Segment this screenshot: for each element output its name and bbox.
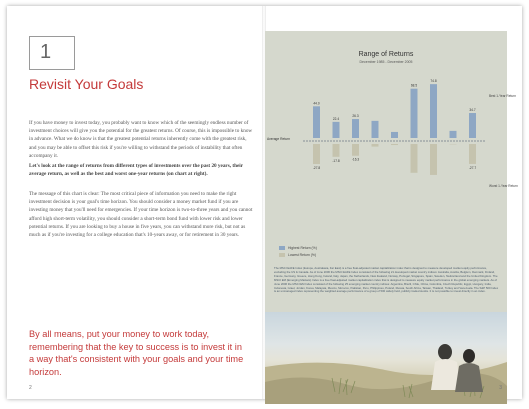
best-return-value: 34.7 <box>469 108 475 112</box>
chart-subtitle: December 1985 - December 2005 <box>265 60 507 64</box>
worst-return-bar <box>469 144 476 164</box>
page-number-right: 3 <box>499 385 502 391</box>
worst-return-value: -27.7 <box>469 166 476 170</box>
best-return-bar <box>411 89 418 138</box>
legend-item-lowest <box>279 253 317 257</box>
section-number: 1 <box>40 41 51 64</box>
right-page <box>265 6 522 399</box>
worst-return-value: -27.8 <box>313 166 320 170</box>
best-return-bar <box>333 122 340 138</box>
chart-panel <box>265 31 507 379</box>
worst-return-value: -17.8 <box>332 159 339 163</box>
worst-return-bar <box>391 144 398 145</box>
best-return-bar <box>372 121 379 138</box>
worst-return-bar <box>430 144 437 175</box>
beach-scene-illustration <box>265 312 507 404</box>
worst-return-bar <box>352 144 359 156</box>
worst-return-bar <box>333 144 340 157</box>
average-return-label: Average Return <box>267 137 290 141</box>
pull-quote: By all means, put your money to work today, remembering that the key to success is to invest it in a way that's consistent with your goals and your time horizon. <box>29 328 249 378</box>
left-page <box>7 6 263 399</box>
legend-label-lowest: Lowest Return (%) <box>288 253 316 257</box>
best-return-bar <box>469 113 476 138</box>
right-top-label: Best 1-Year Return <box>489 94 516 98</box>
chart-title: Range of Returns <box>265 51 507 58</box>
intro-paragraph: If you have money to invest today, you probably want to know which of the seemingly endless number of investment choices will give you the potential for the greatest returns. Of course, this is impossible to know in advance. What we do know is that the greatest potential returns inherently come with the greatest risk, and you may be able to offset this risk if you're willing to withstand the periods of instability that often accompany it. <box>29 119 253 160</box>
best-return-bar <box>313 106 320 138</box>
section-title: Revisit Your Goals <box>29 76 143 92</box>
best-return-value: 74.8 <box>430 79 436 83</box>
best-return-value: 44.0 <box>313 101 319 105</box>
range-of-returns-chart <box>265 67 507 242</box>
legend-label-highest: Highest Return (%) <box>288 246 317 250</box>
beach-couple-photo <box>265 312 507 404</box>
best-return-bar <box>352 119 359 138</box>
legend-swatch-highest <box>279 246 285 250</box>
index-footnote: The MSCI EAFE Index (Europe, Australasia, Far East) is a free float-adjusted market capitalization index that is designed to measure developed market equity performance, excluding the US & Canada. As of June 2006 the MSCI EAFE Index consisted of the following 21 developed market country indices: Australia, Austria, Belgium, Denmark, Finland, France, Germany, Greece, Hong Kong, Ireland, Italy, Japan, the Netherlands, New Zealand, Norway, Portugal, Singapore, Spain, Sweden, Switzerland and the United Kingdom. The MSCI EM (Emerging Markets) Index is a free float-adjusted market capitalization index that is designed to measure equity market performance in the global emerging markets. As of June 2006 the MSCI EM Index consisted of the following 25 emerging market country indices: Argentina, Brazil, Chile, China, Colombia, Czech Republic, Egypt, Hungary, India, Indonesia, Israel, Jordan, Korea, Malaysia, Mexico, Morocco, Pakistan, Peru, Philippines, Poland, Russia, South Africa, Taiwan, Thailand, Turkey and Venezuela. The S&P 500 Index is an unmanaged index representing the weighted average performance of a group of 500 widely held, publicly traded stocks. It is not possible to invest directly in an index. <box>274 267 499 309</box>
best-return-value: 22.4 <box>333 117 339 121</box>
chart-legend <box>279 246 317 260</box>
best-return-value: 26.3 <box>352 114 358 118</box>
best-return-bar <box>391 132 398 138</box>
worst-return-bar <box>411 144 418 173</box>
legend-item-highest <box>279 246 317 250</box>
best-return-bar <box>450 131 457 138</box>
section-number-box <box>29 36 75 70</box>
best-return-bar <box>430 84 437 138</box>
legend-swatch-lowest <box>279 253 285 257</box>
best-return-value: 68.5 <box>411 84 417 88</box>
bold-paragraph: Let's look at the range of returns from different types of investments over the past 20 years, their average return, as well as the best and worst one-year returns (on chart at right). <box>29 162 253 178</box>
right-bottom-label: Worst 1-Year Return <box>489 184 518 188</box>
document-spread <box>7 6 522 399</box>
page-number-left: 2 <box>29 385 32 391</box>
body-paragraph: The message of this chart is clear: The most critical piece of information you need to make the right investment decision is your goal's time horizon. You should consider a money market fund if you are investing money that you'll need for emergencies. If your time horizon is two-to-three years and you cannot afford high short-term volatility, you should consider a short-term bond fund with lower risk and lower potential returns. If you are looking to buy a house in five years, you can withstand more risk, but not as much as if you're investing for a college education that's 10-years away, or for retirement in 30 years. <box>29 190 253 239</box>
worst-return-value: -16.3 <box>352 158 359 162</box>
worst-return-bar <box>372 144 379 147</box>
worst-return-bar <box>313 144 320 164</box>
